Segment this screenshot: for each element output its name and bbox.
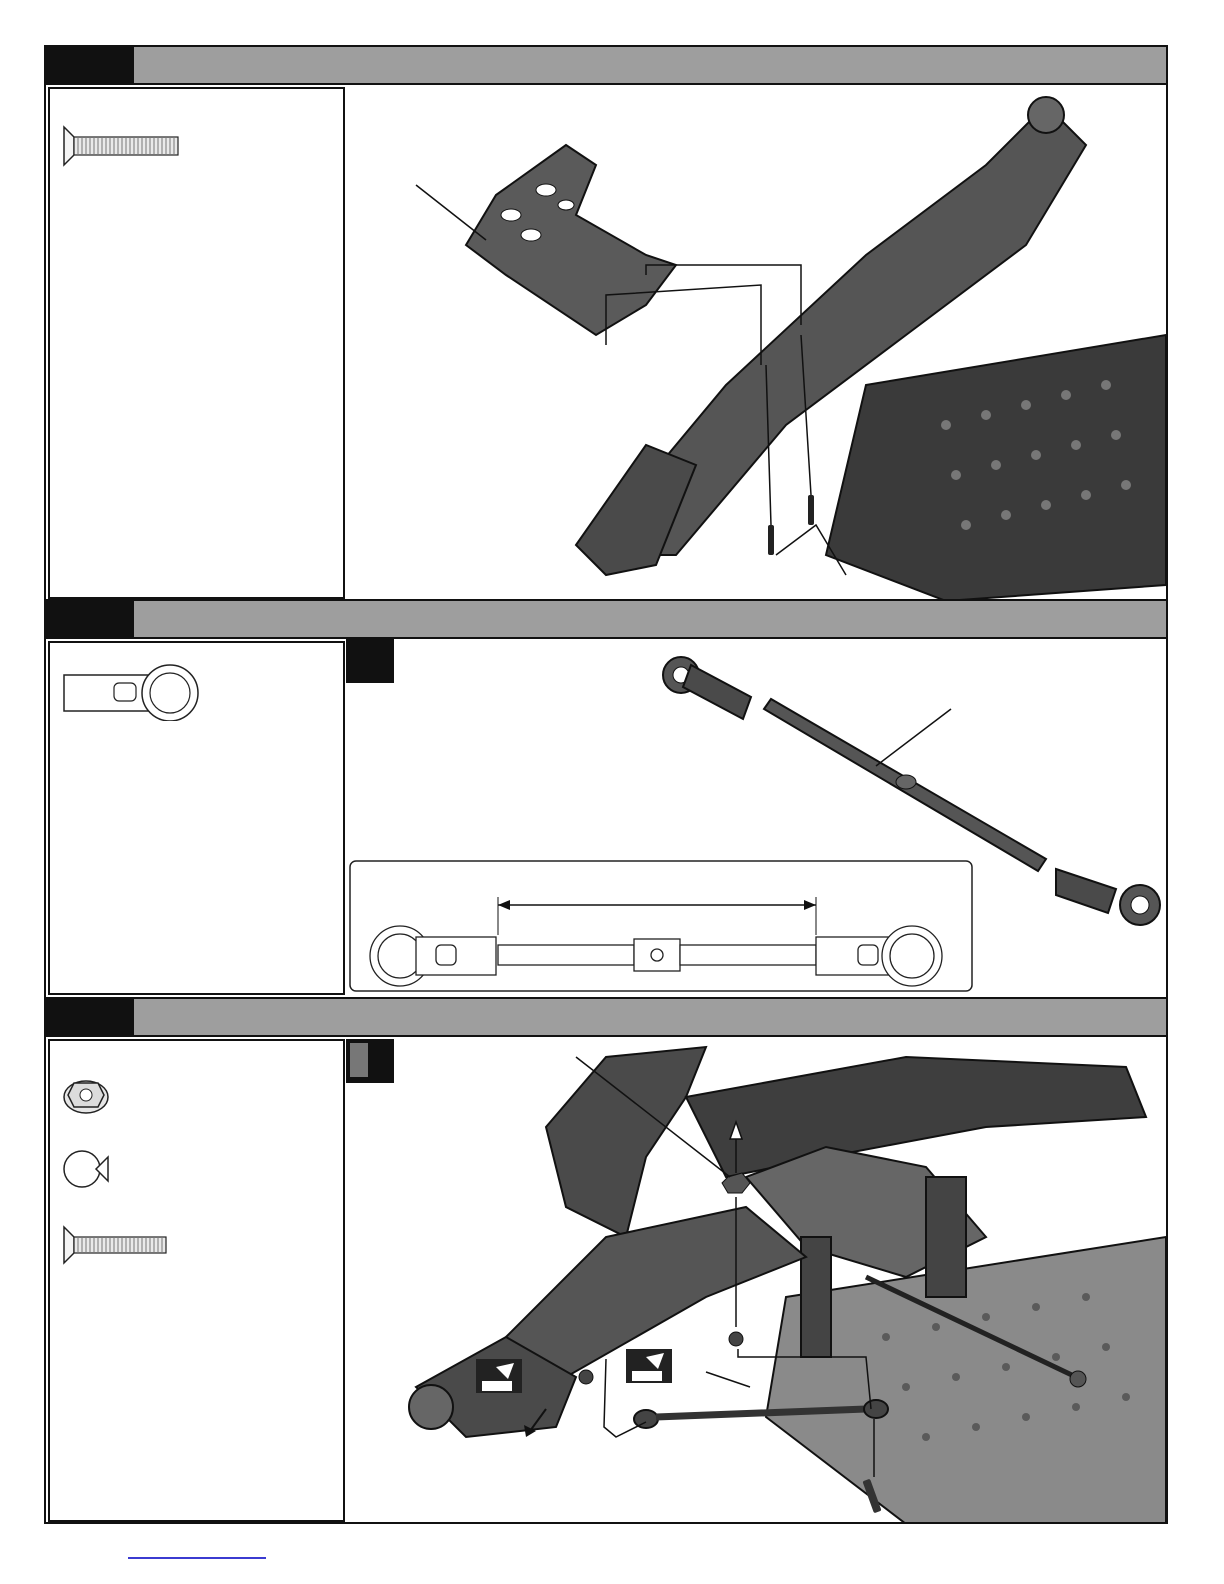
ball-stud-1: [729, 1332, 743, 1346]
footer-link-underline[interactable]: [128, 1557, 266, 1559]
diagram-area-3: [346, 1037, 1166, 1522]
parts-panel-3: [48, 1039, 345, 1522]
post-left: [801, 1237, 831, 1357]
threadlock-icon-left: [476, 1359, 522, 1393]
threadlock-icon-right: [626, 1349, 672, 1383]
upper-frame: [686, 1057, 1146, 1177]
flat-head-screw-icon: [62, 1225, 172, 1271]
step-header-2: [46, 601, 1166, 639]
step-section-2: [44, 599, 1168, 999]
front-upright: [576, 445, 696, 575]
post-right: [926, 1177, 966, 1297]
step-number-box-2: [46, 601, 134, 637]
step-number-box-1: [46, 47, 134, 83]
bumper-screws: [768, 495, 814, 555]
parts-panel-2: [48, 641, 345, 995]
ball-stud-callout-line: [706, 1372, 750, 1387]
flat-head-screw-icon: [62, 125, 182, 175]
ball-stud-2: [579, 1370, 593, 1384]
diagram-area-2: [346, 639, 1166, 997]
flange-nut-icon: [62, 1069, 122, 1119]
diagram-area-1: [346, 85, 1166, 599]
ball-stud-icon: [62, 1147, 132, 1197]
rod-end-icon: [62, 661, 212, 721]
turnbuckle-callout-line: [876, 709, 951, 766]
bumper-callout-line: [416, 185, 486, 240]
rod-end-lower: [1056, 869, 1160, 925]
chassis-bumper-diagram: [346, 85, 1166, 599]
step-section-3: [44, 997, 1168, 1524]
step-header-3: [46, 999, 1166, 1037]
step-header-1: [46, 47, 1166, 85]
parts-panel-1: [48, 87, 345, 599]
steering-linkage-diagram: [346, 1037, 1166, 1522]
rod-end-upper: [663, 657, 751, 719]
front-bumper: [466, 145, 676, 335]
front-bumper-installed: [546, 1047, 706, 1237]
step-number-box-3: [46, 999, 134, 1035]
step-section-1: [44, 45, 1168, 601]
turnbuckle-exploded-diagram: [346, 639, 1166, 997]
